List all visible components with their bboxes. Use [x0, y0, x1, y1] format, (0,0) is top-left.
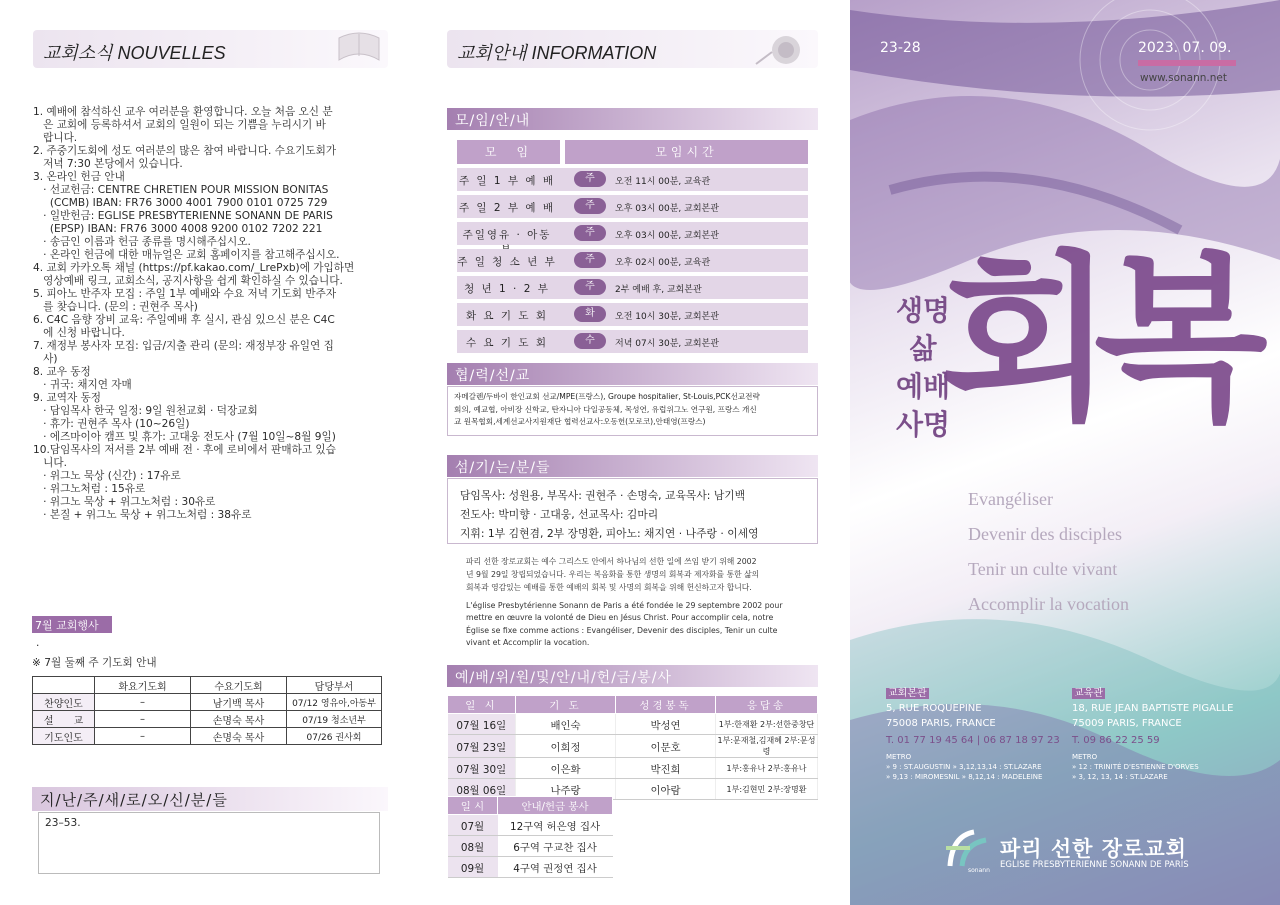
news-line: 8. 교우 동정 [33, 366, 91, 378]
staff-line: 담임목사: 성원용, 부목사: 권현주 · 손명숙, 교육목사: 남기백 [460, 489, 746, 502]
service-section: 예/배/위/원/및/안/내/헌/금/봉/사 [447, 665, 818, 687]
website-url: www.sonann.net [1140, 72, 1227, 84]
table-row [33, 728, 382, 745]
meeting-day-badge: 주 [574, 279, 606, 295]
metro-line: » 9 : ST.AUGUSTIN » 3,12,13,14 : ST.LAZARE [886, 763, 1042, 771]
news-line: 5. 피아노 반주자 모집 : 주일 1부 예배와 수요 저녁 기도회 반주자 [33, 288, 337, 300]
church-logo-icon [942, 826, 998, 874]
news-line: 니다. [33, 457, 67, 469]
issue-date: 2023. 07. 09. [1138, 40, 1232, 56]
cover-column [850, 0, 1280, 905]
vision-item: Evangéliser [968, 489, 1053, 509]
service-cell: 이문호 [616, 735, 716, 758]
info-header-title: 교회안내 INFORMATION [457, 43, 657, 63]
meeting-time: 2부 예배 후, 교회본관 [615, 285, 702, 295]
about-ko-line: 년 9월 29일 창립되었습니다. 우리는 복음화를 통한 생명의 회복과 제자화를 통한 삶의 [466, 570, 760, 579]
news-line: 저녁 7:30 본당에서 있습니다. [33, 158, 183, 170]
news-line: · 온라인 헌금에 대한 매뉴얼은 교회 홈페이지를 참고해주십시오. [33, 249, 340, 261]
meeting-time: 오후 03시 00분, 교회본관 [615, 231, 719, 241]
prayer-cell: – [95, 728, 191, 745]
metro-label: METRO [886, 753, 912, 761]
about-ko-line: 파리 선한 장로교회는 예수 그리스도 안에서 하나님의 선한 일에 쓰임 받기 위해 2002 [466, 557, 757, 566]
table-row [448, 857, 613, 878]
date-underline [1138, 60, 1236, 66]
news-line: · 일반헌금: EGLISE PRESBYTERIENNE SONANN DE PARIS [33, 210, 333, 222]
service-cell: 07월 23일 [448, 735, 516, 758]
news-line: 9. 교역자 동정 [33, 392, 102, 404]
table-row [33, 711, 382, 728]
news-line: 10.담임목사의 저서를 2부 예배 전 · 후에 로비에서 판매하고 있습 [33, 444, 336, 456]
vision-list [968, 482, 1129, 622]
address-label: 교회본관 [888, 688, 927, 699]
meeting-name: 주 일 청 소 년 부 [457, 256, 557, 268]
mission-box [447, 386, 818, 436]
meeting-row [457, 249, 808, 272]
staff-text [460, 486, 759, 543]
table-row [448, 815, 613, 836]
news-line: 랍니다. [33, 132, 78, 144]
meeting-name: 주일영유 · 아동 [462, 229, 552, 241]
meeting-day-badge: 주 [574, 225, 606, 241]
word-mission: 사명 [895, 408, 951, 441]
service-cell: 나주랑 [516, 779, 616, 800]
prayer-cell: 07/12 영유아,아동부 [287, 694, 382, 711]
usher-cell: 07월 [448, 815, 498, 836]
address-tel: T. 09 86 22 25 59 [1072, 735, 1160, 746]
service-cell: 이희정 [516, 735, 616, 758]
meeting-time: 오전 10시 30분, 교회본관 [615, 312, 719, 322]
meeting-time: 오후 02시 00분, 교육관 [615, 258, 711, 268]
vision-item: Tenir un culte vivant [968, 559, 1118, 579]
about-fr-line: vivant et Accomplir la vocation. [466, 638, 590, 648]
meeting-time: 오후 03시 00분, 교회본관 [615, 204, 719, 214]
address-tel: T. 01 77 19 45 64 | 06 87 18 97 23 [886, 735, 1060, 746]
usher-cell: 08월 [448, 836, 498, 857]
meeting-time: 저녁 07시 30분, 교회본관 [615, 339, 719, 349]
table-row [33, 694, 382, 711]
news-line: 1. 예배에 참석하신 교우 여러분을 환영합니다. 오늘 처음 오신 분 [33, 106, 333, 118]
meeting-day-badge: 주 [574, 198, 606, 214]
prayer-th-1: 화요기도회 [95, 677, 191, 694]
newcomers-text: 23–53. [45, 817, 81, 829]
metro-line: » 3, 12, 13, 14 : ST.LAZARE [1072, 773, 1168, 781]
education-building-address [1072, 686, 1233, 782]
usher-table [447, 796, 613, 878]
newcomers-box [38, 812, 380, 874]
news-line: · 위그노처럼 : 15유로 [33, 483, 146, 495]
meeting-row [457, 276, 808, 299]
news-line: · 송금인 이름과 헌금 종류를 명시해주십시오. [33, 236, 251, 248]
vision-item: Accomplir la vocation [968, 594, 1129, 614]
service-cell: 07월 30일 [448, 758, 516, 779]
news-line: 영상예배 링크, 교회소식, 공지사항을 쉽게 확인하실 수 있습니다. [33, 275, 343, 287]
news-list [33, 106, 388, 522]
mission-line: 회의, 예교협, 아비장 신학교, 탄자니아 다일공동체, 목성연, 유럽위그노 연구원, 프랑스 개신 [454, 404, 757, 414]
about-fr-line: Église se fixe comme actions : Evangéliser, Devenir des disciples, Tenir un culte [466, 625, 778, 635]
prayer-cell: – [95, 711, 191, 728]
prayer-cell: 07/19 청소년부 [287, 711, 382, 728]
meeting-time: 오전 11시 00분, 교육관 [615, 177, 711, 187]
vision-item: Devenir des disciples [968, 524, 1122, 544]
meeting-day-badge: 수 [574, 333, 606, 349]
news-line: · 위그노 묵상 + 위그노처럼 : 30유로 [33, 496, 216, 508]
usher-th: 일 시 [448, 797, 498, 815]
address-line: 5, RUE ROQUEPINE [886, 703, 982, 714]
service-th: 기 도 [516, 696, 616, 714]
about-french [466, 600, 783, 650]
prayer-th-2: 수요기도회 [191, 677, 287, 694]
meeting-row [457, 303, 808, 326]
prayer-cell: 07/26 권사회 [287, 728, 382, 745]
news-line: 를 찾습니다. (문의 : 권현주 목사) [33, 301, 198, 313]
usher-cell: 12구역 허은영 집사 [498, 815, 613, 836]
july-events-label: 7월 교회행사 [32, 616, 112, 633]
news-line: · 귀국: 채지연 자매 [33, 379, 132, 391]
meeting-day-badge: 주 [574, 252, 606, 268]
meeting-row [457, 168, 808, 191]
service-cell: 박성연 [616, 714, 716, 735]
service-cell: 1부:김현민 2부:장명환 [716, 779, 818, 800]
meeting-day-badge: 화 [574, 306, 606, 322]
church-name: 파리 선한 장로교회 [1000, 837, 1187, 861]
news-line: · 에즈마이아 캠프 및 휴가: 고대웅 전도사 (7월 10일~8월 9일) [33, 431, 336, 443]
news-header [33, 30, 388, 68]
meeting-name: 수 요 기 도 회 [465, 337, 549, 349]
meeting-name: 주 일 2 부 예 배 [458, 202, 556, 214]
about-ko-line: 회복과 영감있는 예배를 통한 예배의 회복 및 사명의 회복을 위해 헌신하고자 합니다. [466, 583, 752, 592]
service-cell: 1부:홍유나 2부:홍유나 [716, 758, 818, 779]
usher-cell: 4구역 권정연 집사 [498, 857, 613, 878]
news-column [0, 0, 420, 905]
book-icon [334, 30, 384, 68]
news-line: 6. C4C 음향 장비 교육: 주일예배 후 실시, 관심 있으신 분은 C4C [33, 314, 335, 326]
meeting-section: 모/임/안/내 [447, 108, 818, 130]
meeting-name: 화 요 기 도 회 [465, 310, 549, 322]
usher-cell: 09월 [448, 857, 498, 878]
news-line: 2. 주중기도회에 성도 여러분의 많은 참여 바랍니다. 수요기도회가 [33, 145, 337, 157]
word-worship: 예배 [895, 370, 951, 403]
service-th: 성경봉독 [616, 696, 716, 714]
news-line: · 휴가: 권현주 목사 (10~26일) [33, 418, 190, 430]
service-th: 응답송 [716, 696, 818, 714]
service-cell: 박진희 [616, 758, 716, 779]
staff-section: 섬/기/는/분/들 [447, 455, 818, 477]
church-subtitle: EGLISE PRESBYTERIENNE SONANN DE PARIS [1000, 860, 1189, 870]
about-korean [466, 555, 759, 594]
news-line: 4. 교회 카카오톡 채널 (https://pf.kakao.com/_LrePxb)에 가입하면 [33, 262, 355, 274]
service-cell: 배인숙 [516, 714, 616, 735]
service-cell: 1부:문재철,김재혜 2부:문성령 [716, 735, 818, 758]
meeting-row [457, 222, 808, 245]
prayer-note: ※ 7월 둘째 주 기도회 안내 [32, 657, 157, 669]
meeting-row [457, 195, 808, 218]
service-th: 일 시 [448, 696, 516, 714]
prayer-cell: – [95, 694, 191, 711]
staff-box [447, 478, 818, 544]
mission-text [454, 391, 760, 429]
prayer-cell: 손명숙 목사 [191, 711, 287, 728]
news-line: (CCMB) IBAN: FR76 3000 4001 7900 0101 0725 729 [33, 197, 328, 209]
news-line: · 담임목사 한국 일정: 9일 원천교회 · 덕장교회 [33, 405, 258, 417]
prayer-table [32, 676, 382, 745]
mission-section: 협/력/선/교 [447, 363, 818, 385]
news-line: · 위그노 묵상 (신간) : 17유로 [33, 470, 181, 482]
prayer-cell: 기도인도 [33, 728, 95, 745]
service-cell: 이아람 [616, 779, 716, 800]
news-line: 3. 온라인 헌금 안내 [33, 171, 125, 183]
logo-small-text: sonann [968, 867, 990, 874]
metro-label: METRO [1072, 753, 1098, 761]
table-row [448, 735, 818, 758]
usher-th: 안내/헌금 봉사 [498, 797, 613, 815]
service-cell: 07월 16일 [448, 714, 516, 735]
news-line: 사) [33, 353, 58, 365]
about-fr-line: L'église Presbytérienne Sonann de Paris a été fondée le 29 septembre 2002 pour [466, 601, 783, 610]
news-header-title: 교회소식 NOUVELLES [43, 43, 226, 63]
news-line: · 선교헌금: CENTRE CHRETIEN POUR MISSION BONITAS [33, 184, 329, 196]
prayer-cell: 찬양인도 [33, 694, 95, 711]
meeting-head-time: 모임시간 [565, 140, 808, 164]
table-row [448, 758, 818, 779]
rose-icon [752, 32, 812, 68]
metro-line: » 9,13 : MIROMESNIL » 8,12,14 : MADELEINE [886, 773, 1043, 781]
meeting-day-badge: 주 [574, 171, 606, 187]
about-fr-line: mettre en œuvre la volonté de Dieu en Jésus Christ. Pour accomplir cela, notre [466, 613, 774, 623]
service-table [447, 695, 818, 800]
meeting-head-name: 모 임 [457, 140, 560, 164]
staff-line: 전도사: 박미향 · 고대웅, 선교목사: 김마리 [460, 508, 659, 521]
news-line: 은 교회에 등록하셔서 교회의 일원이 되는 기쁨을 누리시기 바 [33, 119, 326, 131]
info-header [447, 30, 818, 68]
mission-line: 교 원목협회,세계선교사지원재단 협력선교사:오동헌(모로코),안태영(프랑스) [454, 417, 706, 426]
word-living: 삶 [909, 332, 937, 365]
july-events-dot: · [36, 640, 40, 652]
prayer-cell: 손명숙 목사 [191, 728, 287, 745]
address-line: 75008 PARIS, FRANCE [886, 718, 996, 729]
meeting-name: 청 년 1 · 2 부 [464, 283, 550, 295]
meeting-table-head [457, 140, 808, 164]
prayer-th-3: 담당부서 [287, 677, 382, 694]
newcomers-header: 지/난/주/새/로/오/신/분/들 [32, 787, 388, 811]
usher-cell: 6구역 구교찬 집사 [498, 836, 613, 857]
meeting-row [457, 330, 808, 353]
word-life: 생명 [895, 294, 951, 327]
table-row [448, 836, 613, 857]
news-line: 에 신청 바랍니다. [33, 327, 125, 339]
cover-title: 회복 [940, 234, 1248, 445]
metro-line: » 12 : TRINITÉ D'ESTIENNE D'ORVES [1072, 763, 1199, 771]
address-label: 교육관 [1074, 688, 1103, 699]
mission-line: 자메갈렌/두바이 한인교회 선교/MPE(프랑스), Groupe hospitalier, St-Louis,PCK선교전략 [454, 392, 760, 401]
address-line: 75009 PARIS, FRANCE [1072, 718, 1182, 729]
address-line: 18, RUE JEAN BAPTISTE PIGALLE [1072, 703, 1234, 714]
service-cell: 이은화 [516, 758, 616, 779]
service-cell: 08월 06일 [448, 779, 516, 800]
prayer-cell: 남기백 목사 [191, 694, 287, 711]
main-building-address [886, 686, 1060, 782]
meeting-name: 주 일 1 부 예 배 [458, 175, 556, 187]
prayer-cell: 설 교 [33, 711, 95, 728]
staff-line: 지휘: 1부 김현겸, 2부 장명환, 피아노: 채지연 · 나주랑 · 이세영 [460, 527, 759, 540]
news-line: 7. 재정부 봉사자 모집: 입금/지출 관리 (문의: 재정부장 유일연 집 [33, 340, 334, 352]
service-cell: 1부:한재환 2부:선한중창단 [716, 714, 818, 735]
issue-number: 23-28 [880, 40, 921, 56]
news-line: · 본질 + 위그노 묵상 + 위그노처럼 : 38유로 [33, 509, 252, 521]
table-row [448, 714, 818, 735]
news-line: (EPSP) IBAN: FR76 3000 4008 9200 0102 7202 221 [33, 223, 323, 235]
prayer-th-0 [33, 677, 95, 694]
